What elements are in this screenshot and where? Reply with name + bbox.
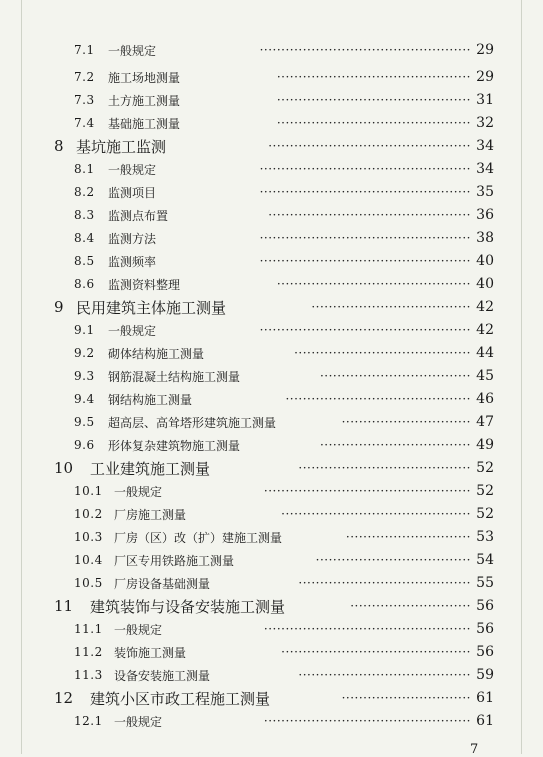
toc-leader-dots: ······························ <box>341 691 471 705</box>
toc-entry-title: 民用建筑主体施工测量 <box>76 298 227 317</box>
page-folio-number: 7 <box>470 742 479 757</box>
toc-section-entry[interactable] <box>0 319 543 341</box>
toc-page-number: 36 <box>476 207 494 223</box>
toc-chapter-entry[interactable] <box>0 457 543 479</box>
toc-leader-dots: ····························· <box>345 530 471 544</box>
toc-entry-title: 一般规定 <box>114 714 163 729</box>
toc-page-number: 61 <box>476 690 494 706</box>
toc-page-number: 56 <box>476 644 494 660</box>
toc-section-entry[interactable] <box>0 66 543 88</box>
toc-leader-dots: ················································· <box>259 162 471 176</box>
toc-page-number: 59 <box>476 667 494 683</box>
toc-page-number: 47 <box>476 414 494 430</box>
toc-chapter-entry[interactable] <box>0 687 543 709</box>
toc-entry-number: 11.2 <box>74 645 103 659</box>
toc-leader-dots: ················································· <box>259 185 471 199</box>
toc-page-number: 54 <box>476 552 494 568</box>
toc-entry-title: 监测项目 <box>108 185 157 200</box>
toc-leader-dots: ········································ <box>298 576 471 590</box>
toc-entry-title: 基础施工测量 <box>108 116 181 131</box>
toc-entry-number: 8.5 <box>74 254 95 268</box>
toc-page-number: 55 <box>476 575 494 591</box>
toc-leader-dots: ···································· <box>315 553 471 567</box>
toc-page-number: 61 <box>476 713 494 729</box>
toc-leader-dots: ············································ <box>281 645 471 659</box>
toc-entry-number: 12 <box>54 689 74 707</box>
toc-entry-title: 厂房（区）改（扩）建施工测量 <box>114 530 283 545</box>
toc-leader-dots: ················································ <box>263 484 471 498</box>
toc-page-number: 42 <box>476 299 494 315</box>
toc-entry-number: 9 <box>54 298 64 316</box>
toc-section-entry[interactable] <box>0 158 543 180</box>
toc-section-entry[interactable] <box>0 342 543 364</box>
toc-entry-number: 8.3 <box>74 208 95 222</box>
toc-chapter-entry[interactable] <box>0 296 543 318</box>
toc-leader-dots: ········································ <box>298 461 471 475</box>
toc-leader-dots: ················································ <box>263 714 471 728</box>
toc-leader-dots: ····································· <box>311 300 471 314</box>
toc-entry-number: 10.3 <box>74 530 103 544</box>
toc-page-number: 52 <box>476 460 494 476</box>
toc-page-number: 56 <box>476 621 494 637</box>
toc-entry-title: 形体复杂建筑物施工测量 <box>108 438 241 453</box>
toc-page-number: 53 <box>476 529 494 545</box>
toc-section-entry[interactable] <box>0 641 543 663</box>
toc-entry-title: 钢筋混凝土结构施工测量 <box>108 369 241 384</box>
toc-entry-number: 12.1 <box>74 714 103 728</box>
toc-leader-dots: ··············································· <box>268 139 471 153</box>
toc-entry-title: 施工场地测量 <box>108 70 181 85</box>
toc-leader-dots: ················································· <box>259 43 471 57</box>
toc-leader-dots: ··································· <box>319 438 471 452</box>
toc-leader-dots: ············································· <box>276 116 471 130</box>
toc-entry-title: 钢结构施工测量 <box>108 392 193 407</box>
toc-entry-title: 一般规定 <box>108 162 157 177</box>
toc-section-entry[interactable] <box>0 39 543 61</box>
toc-entry-number: 11 <box>54 597 74 615</box>
toc-section-entry[interactable] <box>0 480 543 502</box>
toc-entry-title: 设备安装施工测量 <box>114 668 211 683</box>
toc-page-number: 46 <box>476 391 494 407</box>
toc-entry-number: 9.4 <box>74 392 95 406</box>
toc-page-number: 42 <box>476 322 494 338</box>
toc-entry-number: 8.2 <box>74 185 95 199</box>
toc-leader-dots: ················································ <box>263 622 471 636</box>
toc-entry-title: 监测方法 <box>108 231 157 246</box>
toc-entry-number: 7.1 <box>74 43 95 57</box>
toc-entry-title: 一般规定 <box>108 43 157 58</box>
toc-page-number: 52 <box>476 483 494 499</box>
toc-page-number: 44 <box>476 345 494 361</box>
toc-leader-dots: ········································· <box>294 346 471 360</box>
toc-page-number: 38 <box>476 230 494 246</box>
toc-entry-number: 9.3 <box>74 369 95 383</box>
toc-entry-title: 土方施工测量 <box>108 93 181 108</box>
toc-section-entry[interactable] <box>0 434 543 456</box>
toc-page-number: 29 <box>476 42 494 58</box>
toc-section-entry[interactable] <box>0 572 543 594</box>
toc-entry-number: 8.6 <box>74 277 95 291</box>
toc-entry-title: 建筑小区市政工程施工测量 <box>90 689 271 708</box>
toc-section-entry[interactable] <box>0 112 543 134</box>
toc-entry-title: 建筑装饰与设备安装施工测量 <box>90 597 286 616</box>
toc-section-entry[interactable] <box>0 664 543 686</box>
toc-chapter-entry[interactable] <box>0 135 543 157</box>
toc-leader-dots: ············································· <box>276 277 471 291</box>
toc-entry-number: 9.1 <box>74 323 95 337</box>
toc-leader-dots: ··············································· <box>268 208 471 222</box>
toc-section-entry[interactable] <box>0 181 543 203</box>
toc-entry-title: 一般规定 <box>114 484 163 499</box>
toc-entry-title: 超高层、高耸塔形建筑施工测量 <box>108 415 277 430</box>
toc-entry-number: 8.4 <box>74 231 95 245</box>
toc-entry-title: 监测资料整理 <box>108 277 181 292</box>
toc-entry-title: 砌体结构施工测量 <box>108 346 205 361</box>
toc-entry-number: 11.3 <box>74 668 103 682</box>
toc-entry-number: 11.1 <box>74 622 103 636</box>
toc-entry-title: 监测点布置 <box>108 208 169 223</box>
toc-page-number: 35 <box>476 184 494 200</box>
toc-leader-dots: ······························ <box>341 415 471 429</box>
toc-chapter-entry[interactable] <box>0 595 543 617</box>
toc-page-number: 34 <box>476 161 494 177</box>
toc-page-number: 31 <box>476 92 494 108</box>
toc-leader-dots: ········································ <box>298 668 471 682</box>
toc-entry-number: 8 <box>54 137 64 155</box>
toc-section-entry[interactable] <box>0 365 543 387</box>
toc-page-number: 45 <box>476 368 494 384</box>
toc-entry-number: 9.2 <box>74 346 95 360</box>
toc-section-entry[interactable] <box>0 250 543 272</box>
toc-leader-dots: ············································ <box>281 507 471 521</box>
toc-page-number: 40 <box>476 276 494 292</box>
toc-entry-number: 9.5 <box>74 415 95 429</box>
toc-leader-dots: ············································· <box>276 70 471 84</box>
toc-entry-title: 一般规定 <box>108 323 157 338</box>
toc-section-entry[interactable] <box>0 411 543 433</box>
toc-leader-dots: ··································· <box>319 369 471 383</box>
toc-entry-number: 10.2 <box>74 507 103 521</box>
toc-entry-number: 10 <box>54 459 74 477</box>
toc-section-entry[interactable] <box>0 204 543 226</box>
toc-entry-number: 9.6 <box>74 438 95 452</box>
toc-leader-dots: ···························· <box>350 599 471 613</box>
toc-section-entry[interactable] <box>0 503 543 525</box>
toc-section-entry[interactable] <box>0 549 543 571</box>
toc-page-number: 52 <box>476 506 494 522</box>
toc-leader-dots: ··········································· <box>285 392 471 406</box>
toc-page-number: 49 <box>476 437 494 453</box>
toc-section-entry[interactable] <box>0 526 543 548</box>
toc-section-entry[interactable] <box>0 89 543 111</box>
toc-entry-title: 装饰施工测量 <box>114 645 187 660</box>
toc-leader-dots: ············································· <box>276 93 471 107</box>
toc-entry-number: 8.1 <box>74 162 95 176</box>
toc-entry-title: 厂区专用铁路施工测量 <box>114 553 235 568</box>
toc-entry-title: 厂房施工测量 <box>114 507 187 522</box>
toc-entry-title: 基坑施工监测 <box>76 137 167 156</box>
toc-leader-dots: ················································· <box>259 254 471 268</box>
toc-page-number: 56 <box>476 598 494 614</box>
toc-entry-title: 厂房设备基础测量 <box>114 576 211 591</box>
toc-page-number: 32 <box>476 115 494 131</box>
toc-entry-number: 7.2 <box>74 70 95 84</box>
toc-section-entry[interactable] <box>0 618 543 640</box>
toc-entry-number: 10.5 <box>74 576 103 590</box>
toc-section-entry[interactable] <box>0 710 543 732</box>
toc-page-number: 40 <box>476 253 494 269</box>
toc-leader-dots: ················································· <box>259 323 471 337</box>
toc-page-number: 29 <box>476 69 494 85</box>
toc-section-entry[interactable] <box>0 273 543 295</box>
toc-page-number: 34 <box>476 138 494 154</box>
toc-entry-title: 监测频率 <box>108 254 157 269</box>
toc-entry-title: 工业建筑施工测量 <box>90 459 211 478</box>
toc-entry-number: 10.1 <box>74 484 103 498</box>
toc-entry-number: 7.3 <box>74 93 95 107</box>
toc-section-entry[interactable] <box>0 227 543 249</box>
toc-entry-title: 一般规定 <box>114 622 163 637</box>
toc-entry-number: 7.4 <box>74 116 95 130</box>
toc-leader-dots: ················································· <box>259 231 471 245</box>
toc-entry-number: 10.4 <box>74 553 103 567</box>
toc-section-entry[interactable] <box>0 388 543 410</box>
